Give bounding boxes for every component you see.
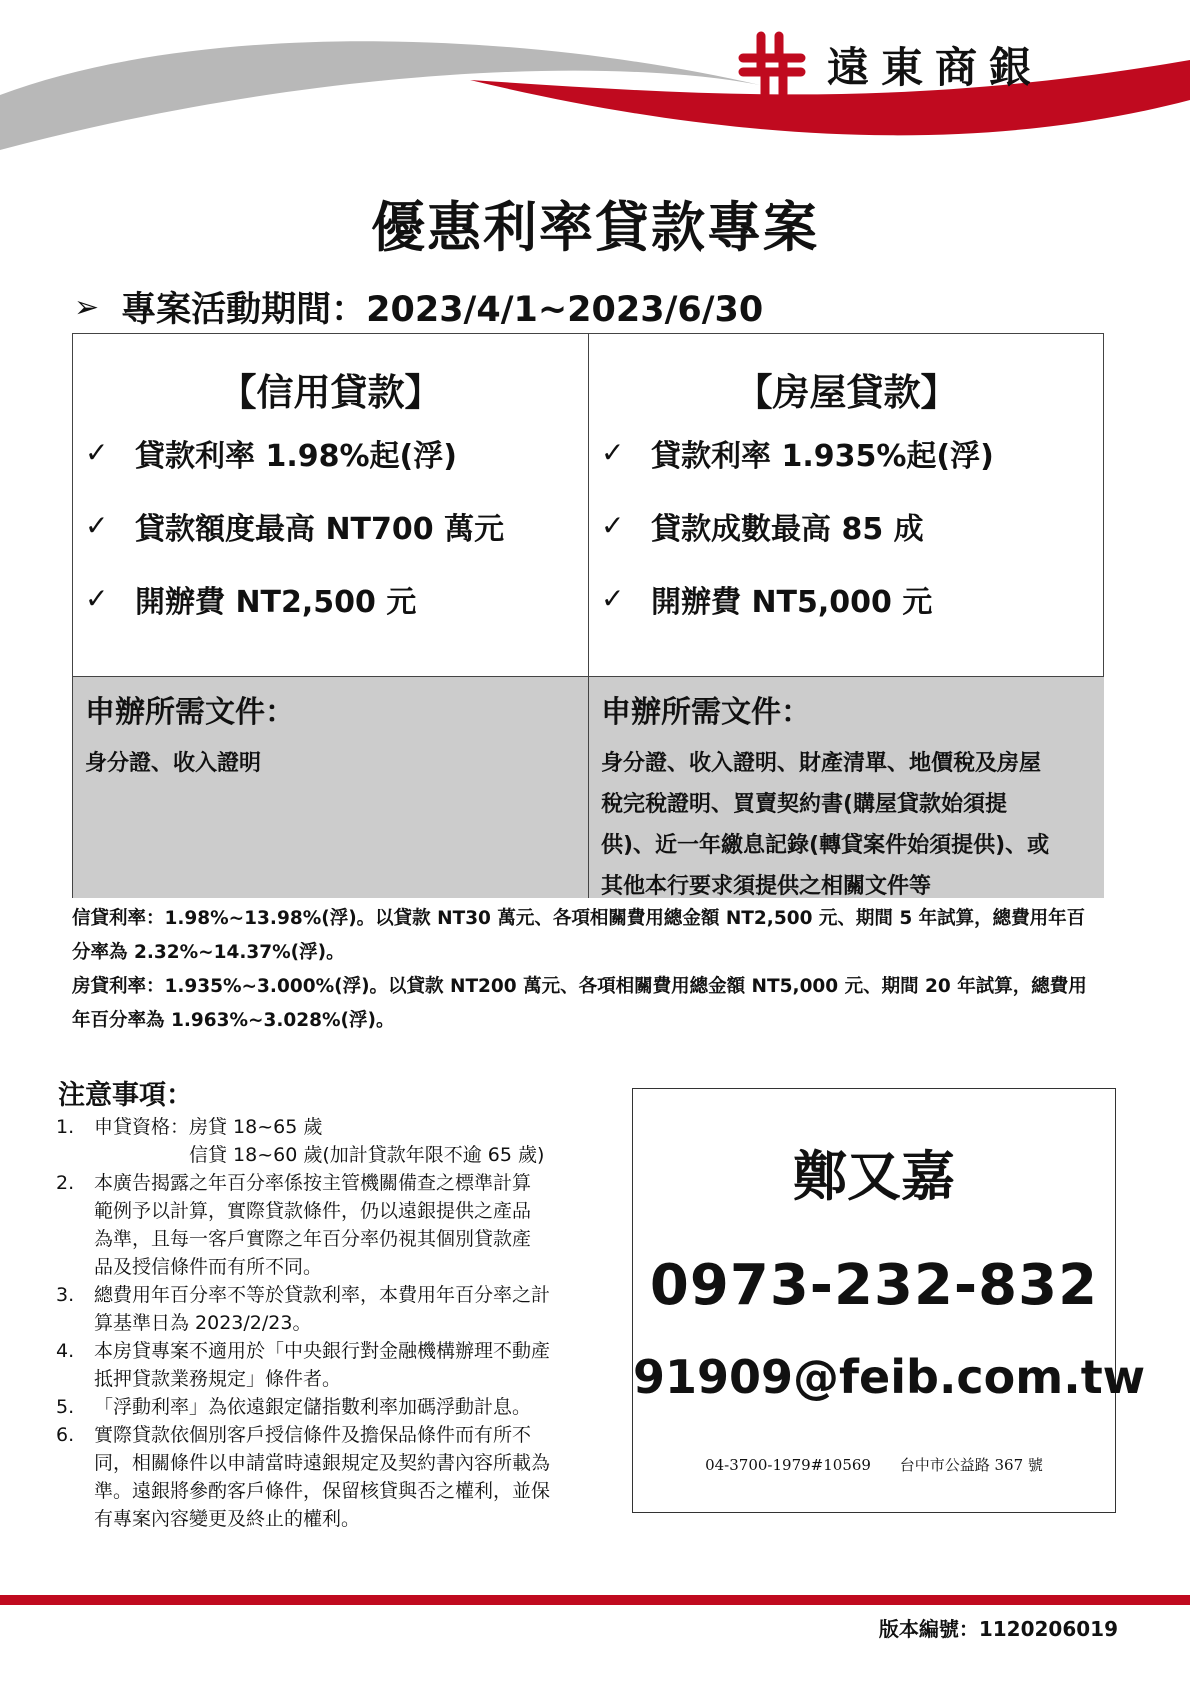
mortgage-loan-feature bbox=[601, 416, 1104, 489]
arrow-bullet-icon: ➢ bbox=[74, 289, 100, 325]
contact-email: 91909@feib.com.tw bbox=[633, 1350, 1146, 1404]
credit-loan-column bbox=[73, 334, 588, 635]
feature-text: 貸款利率 1.98%起(浮) bbox=[135, 438, 457, 474]
brand-logo bbox=[735, 28, 1043, 102]
rate-line: 分率為 2.32%~14.37%(浮)。 bbox=[72, 942, 345, 963]
note-item bbox=[56, 1169, 576, 1281]
contact-name: 鄭又嘉 bbox=[793, 1145, 955, 1208]
note-item bbox=[56, 1421, 576, 1533]
note-number: 4. bbox=[56, 1340, 75, 1362]
docs-text: 身分證、收入證明 bbox=[85, 751, 262, 776]
credit-loan-feature bbox=[85, 416, 588, 489]
contact-phone: 0973-232-832 bbox=[649, 1253, 1099, 1318]
mortgage-loan-docs bbox=[589, 677, 1104, 898]
note-line: 品及授信條件而有所不同。 bbox=[94, 1256, 323, 1278]
loan-comparison-table bbox=[72, 333, 1104, 898]
note-text bbox=[94, 1337, 576, 1393]
feature-text: 貸款額度最高 NT700 萬元 bbox=[135, 511, 505, 547]
check-icon: ✓ bbox=[601, 582, 625, 615]
note-text bbox=[94, 1393, 576, 1421]
note-item bbox=[56, 1393, 576, 1421]
contact-card bbox=[632, 1088, 1146, 1513]
check-icon: ✓ bbox=[85, 436, 109, 469]
note-text bbox=[94, 1281, 576, 1337]
office-phone: 04-3700-1979#10569 bbox=[705, 1456, 871, 1474]
campaign-period bbox=[74, 282, 763, 332]
note-text bbox=[94, 1421, 576, 1533]
office-address: 台中市公益路 367 號 bbox=[899, 1456, 1043, 1474]
note-item bbox=[56, 1337, 576, 1393]
note-number: 2. bbox=[56, 1172, 75, 1194]
contact-office bbox=[633, 1454, 1115, 1475]
docs-text bbox=[601, 743, 1092, 907]
docs-line: 稅完稅證明、買賣契約書(購屋貸款始須提 bbox=[601, 792, 1008, 817]
note-line: 總費用年百分率不等於貸款利率，本費用年百分率之計 bbox=[94, 1284, 551, 1306]
docs-title: 申辦所需文件： bbox=[601, 695, 811, 730]
note-number: 5. bbox=[56, 1396, 75, 1418]
note-line: 同，相關條件以申請當時遠銀規定及契約書內容所載為 bbox=[94, 1452, 551, 1474]
row-divider bbox=[73, 676, 1103, 677]
note-line: 信貸 18~60 歲(加計貸款年限不逾 65 歲) bbox=[94, 1144, 545, 1166]
feature-text: 開辦費 NT2,500 元 bbox=[135, 584, 417, 620]
mortgage-loan-column bbox=[589, 334, 1104, 635]
rate-line: 年百分率為 1.963%~3.028%(浮)。 bbox=[72, 1010, 395, 1031]
feib-knot-logo-icon bbox=[735, 28, 809, 102]
note-line: 本房貸專案不適用於「中央銀行對金融機構辦理不動產 bbox=[94, 1340, 551, 1362]
note-line: 算基準日為 2023/2/23。 bbox=[94, 1312, 312, 1334]
note-line: 準。遠銀將參酌客戶條件，保留核貸與否之權利，並保 bbox=[94, 1480, 551, 1502]
docs-title: 申辦所需文件： bbox=[85, 695, 295, 730]
docs-line: 身分證、收入證明、財產清單、地價稅及房屋 bbox=[601, 751, 1042, 776]
note-number: 1. bbox=[56, 1116, 75, 1138]
mortgage-loan-feature bbox=[601, 562, 1104, 635]
rate-line: 房貸利率：1.935%~3.000%(浮)。以貸款 NT200 萬元、各項相關費用總金額 NT5,000 元、期間 20 年試算，總費用 bbox=[72, 976, 1087, 997]
check-icon: ✓ bbox=[601, 509, 625, 542]
note-item bbox=[56, 1281, 576, 1337]
note-line: 抵押貸款業務規定」條件者。 bbox=[94, 1368, 342, 1390]
check-icon: ✓ bbox=[601, 436, 625, 469]
note-number: 6. bbox=[56, 1424, 75, 1446]
rate-disclosure bbox=[72, 902, 1112, 1038]
rate-line: 信貸利率：1.98%~13.98%(浮)。以貸款 NT30 萬元、各項相關費用總金額 NT2,500 元、期間 5 年試算，總費用年百 bbox=[72, 908, 1086, 929]
note-text bbox=[94, 1113, 576, 1169]
note-line: 申貸資格：房貸 18~65 歲 bbox=[94, 1116, 323, 1138]
feature-text: 貸款利率 1.935%起(浮) bbox=[651, 438, 994, 474]
credit-loan-docs bbox=[73, 677, 588, 898]
feature-text: 開辦費 NT5,000 元 bbox=[651, 584, 933, 620]
note-line: 為準，且每一客戶實際之年百分率仍視其個別貸款產 bbox=[94, 1228, 532, 1250]
notes-list bbox=[56, 1113, 576, 1533]
credit-loan-feature bbox=[85, 562, 588, 635]
page-title: 優惠利率貸款專案 bbox=[371, 196, 819, 259]
column-divider bbox=[588, 334, 589, 897]
mortgage-loan-feature bbox=[601, 489, 1104, 562]
brand-name: 遠東商銀 bbox=[827, 43, 1044, 92]
notes-title: 注意事項： bbox=[58, 1080, 193, 1111]
check-icon: ✓ bbox=[85, 509, 109, 542]
note-number: 3. bbox=[56, 1284, 75, 1306]
credit-loan-feature bbox=[85, 489, 588, 562]
note-line: 範例予以計算，實際貸款條件，仍以遠銀提供之產品 bbox=[94, 1200, 532, 1222]
feature-text: 貸款成數最高 85 成 bbox=[651, 511, 924, 547]
note-line: 本廣告揭露之年百分率係按主管機關備查之標準計算 bbox=[94, 1172, 532, 1194]
note-line: 實際貸款依個別客戶授信條件及擔保品條件而有所不 bbox=[94, 1424, 532, 1446]
check-icon: ✓ bbox=[85, 582, 109, 615]
docs-line: 其他本行要求須提供之相關文件等 bbox=[601, 874, 932, 899]
footer-red-bar bbox=[0, 1595, 1190, 1605]
note-line: 有專案內容變更及終止的權利。 bbox=[94, 1508, 361, 1530]
credit-loan-title: 【信用貸款】 bbox=[219, 371, 442, 414]
version-number: 版本編號：1120206019 bbox=[878, 1617, 1118, 1641]
note-text bbox=[94, 1169, 576, 1281]
note-item bbox=[56, 1113, 576, 1169]
docs-line: 供)、近一年繳息記錄(轉貸案件始須提供)、或 bbox=[601, 833, 1050, 858]
note-line: 「浮動利率」為依遠銀定儲指數利率加碼浮動計息。 bbox=[94, 1396, 532, 1418]
campaign-period-text: 專案活動期間：2023/4/1~2023/6/30 bbox=[121, 290, 764, 330]
mortgage-loan-title: 【房屋貸款】 bbox=[735, 371, 958, 414]
